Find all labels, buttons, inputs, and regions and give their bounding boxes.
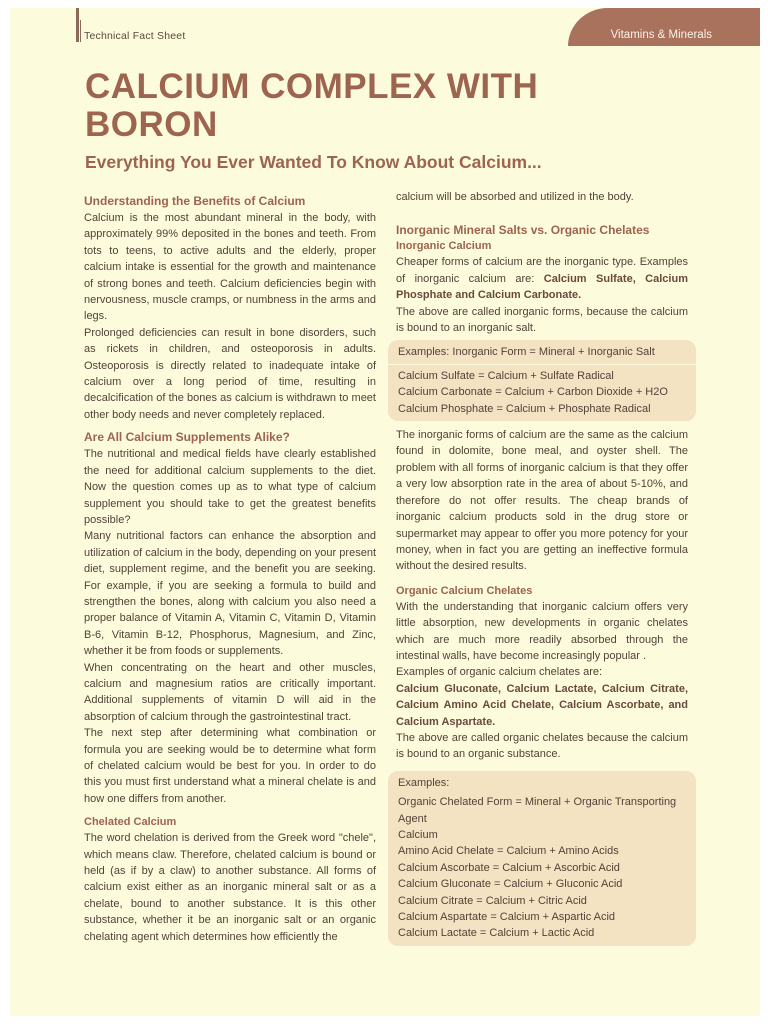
paragraph: The nutritional and medical fields have clearly established the need for additional calcium supplements to the diet. Now the question comes up as to what type of calcium supplement you should take to get the greatest benefits possible? <box>84 448 376 526</box>
box-title: Examples: Inorganic Form = Mineral + Inorganic Salt <box>388 344 696 364</box>
organic-examples: Calcium Gluconate, Calcium Lactate, Calcium Citrate, Calcium Amino Acid Chelate, Calcium Ascorbate, and Calcium Aspartate. <box>396 682 688 728</box>
box-line: Calcium Carbonate = Calcium + Carbon Dioxide + H2O <box>398 386 668 399</box>
paragraph <box>396 254 688 303</box>
box-line: Calcium Aspartate = Calcium + Aspartic Acid <box>398 911 616 924</box>
box-line: Calcium Sulfate = Calcium + Sulfate Radical <box>398 369 614 382</box>
fact-sheet-page <box>10 8 760 1016</box>
category-tab <box>568 8 760 46</box>
inorganic-examples: Calcium Sulfate, Calcium Phosphate and Calcium Carbonate. <box>396 272 688 302</box>
box-line: Calcium Gluconate = Calcium + Gluconic Acid <box>398 878 623 891</box>
box-line: Calcium <box>398 829 438 841</box>
paragraph: calcium will be absorbed and utilized in the body. <box>396 191 634 203</box>
header-label: Technical Fact Sheet <box>84 30 186 42</box>
box-line: Calcium Lactate = Calcium + Lactic Acid <box>398 927 595 940</box>
paragraph: With the understanding that inorganic calcium offers very little absorption, new developments in organic chelates which are much more readily absorbed through the intestinal walls, have become increasingly popular . <box>396 600 688 662</box>
paragraph: The above are called inorganic forms, because the calcium is bound to an inorganic salt. <box>396 305 688 335</box>
section-heading-supplements: Are All Calcium Supplements Alike? <box>84 430 290 445</box>
paragraph: When concentrating on the heart and other muscles, calcium and magnesium ratios are critically important. Additional supplements of vitamin D will aid in the absorption of calcium through the gastrointestinal tract. <box>84 661 376 723</box>
title-line-2: BORON <box>85 105 218 144</box>
paragraph: The above are called organic chelates because the calcium is bound to an organic substance. <box>396 731 688 761</box>
page-title <box>85 68 685 144</box>
left-column <box>84 189 376 945</box>
subheading-inorganic: Inorganic Calcium <box>396 240 492 253</box>
page-subtitle: Everything You Ever Wanted To Know About Calcium... <box>85 152 542 172</box>
organic-examples-box <box>388 771 696 946</box>
paragraph: The inorganic forms of calcium are the same as the calcium found in dolomite, bone meal, and oyster shell. The problem with all forms of inorganic calcium is that they offer a very low absorption rate in the area of about 5-10%, and therefore do not offer results. The cheap brands of inorganic calcium products sold in the drug store or supermarket may appear to offer you more potency for your money, when in fact you are getting an ineffective formula without the desired results. <box>396 429 688 573</box>
box-line: Calcium Phosphate = Calcium + Phosphate Radical <box>398 402 651 415</box>
paragraph: Calcium is the most abundant mineral in the body, with approximately 99% deposited in the bones and teeth. From tots to teens, to active adults and the elderly, proper calcium intake is essential for the growth and maintenance of strong bones and teeth. Calcium deficiencies begin with nervousness, muscle cramps, or numbness in the arms and legs. <box>84 212 376 323</box>
paragraph: The word chelation is derived from the Greek word "chele", which means claw. Therefore, chelated calcium is bound or held (as if by a claw) to another substance. All forms of calcium exist either as an inorganic mineral salt or as a chelate, bound to another substance. It is this other substance, whether it be an inorganic salt or an organic chelating agent which determines how efficiently the <box>84 832 376 943</box>
inorganic-examples-box <box>388 340 696 421</box>
inorganic-intro: Cheaper forms of calcium are the inorganic type. Examples of inorganic calcium are: <box>396 256 688 285</box>
box-line: Calcium Ascorbate = Calcium + Ascorbic Acid <box>398 861 620 874</box>
box-line: Calcium Citrate = Calcium + Citric Acid <box>398 894 587 907</box>
paragraph: The next step after determining what combination or formula you are seeking would be to determine what form of chelated calcium would be best for you. In order to do this you must first understand what a mineral chelate is and how one differs from another. <box>84 727 376 805</box>
title-line-1: CALCIUM COMPLEX WITH <box>85 67 539 106</box>
paragraph: Examples of organic calcium chelates are: <box>396 666 603 679</box>
right-column <box>396 189 688 952</box>
box-line: Organic Chelated Form = Mineral + Organic Transporting Agent <box>398 796 677 825</box>
subheading-organic: Organic Calcium Chelates <box>396 584 533 597</box>
box-line: Amino Acid Chelate = Calcium + Amino Acids <box>398 845 619 858</box>
section-heading-chelated: Chelated Calcium <box>84 816 177 829</box>
paragraph: Prolonged deficiencies can result in bone disorders, such as rickets in children, and osteoporosis in adults. Osteoporosis is directly related to inadequate intake of calcium over a long period of time, resulting in decalcification of the bones as calcium is withdrawn to meet other body needs and never completely replaced. <box>84 326 376 421</box>
section-heading-benefits: Understanding the Benefits of Calcium <box>84 194 306 208</box>
paragraph: Many nutritional factors can enhance the absorption and utilization of calcium in the body, depending on your present diet, supplement regime, and the benefit you are seeking. For example, if you are seeking a formula to build and strengthen the bones, along with calcium you also need a proper balance of Vitamin A, Vitamin C, Vitamin D, Vitamin B-6, Vitamin B-12, Phosphorus, Magnesium, and Zinc, whether it be from foods or supplements. <box>84 530 376 658</box>
category-tab-label: Vitamins & Minerals <box>610 29 712 41</box>
box-title: Examples: <box>398 776 450 789</box>
header-rule <box>76 8 79 42</box>
header-rule-thin <box>80 20 81 42</box>
section-heading-salts-vs-chelates: Inorganic Mineral Salts vs. Organic Chelates <box>396 223 650 238</box>
